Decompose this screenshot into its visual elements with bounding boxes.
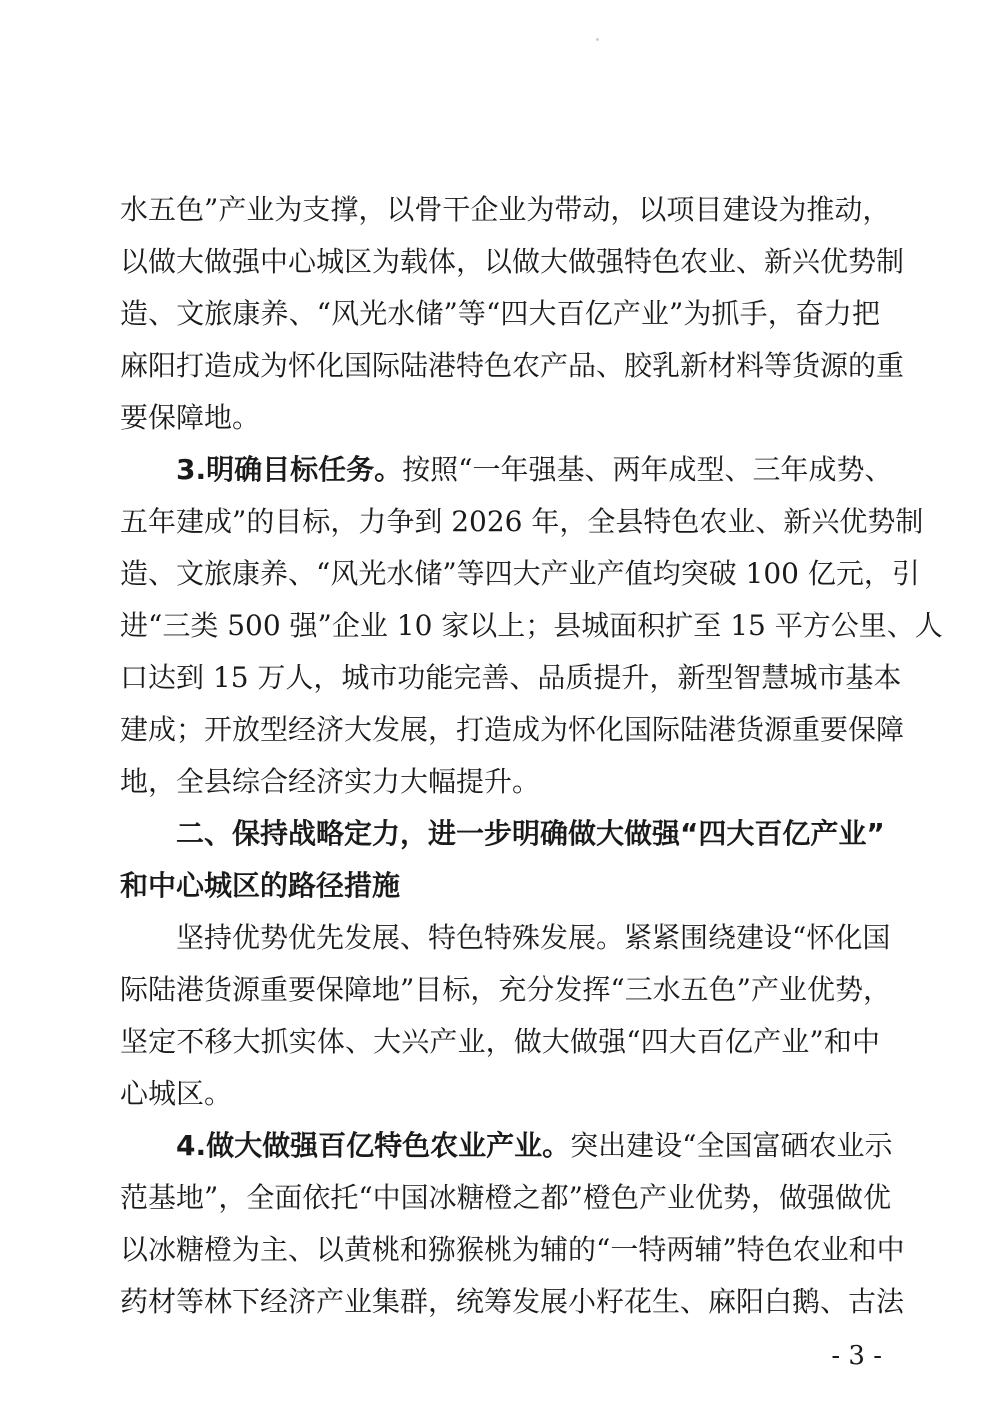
section-4-title: 4.做大做强百亿特色农业产业。 bbox=[176, 1129, 571, 1162]
body-line: 药材等林下经济产业集群，统筹发展小籽花生、麻阳白鹅、古法 bbox=[120, 1285, 905, 1318]
body-line: 坚持优势优先发展、特色特殊发展。紧紧围绕建设“怀化国 bbox=[176, 921, 891, 954]
body-line: 五年建成”的目标，力争到 2026 年，全县特色农业、新兴优势制 bbox=[120, 505, 924, 538]
body-line: 进“三类 500 强”企业 10 家以上；县城面积扩至 15 平方公里、人 bbox=[120, 609, 943, 642]
section-3-title: 3.明确目标任务。 bbox=[176, 453, 403, 486]
body-line: 麻阳打造成为怀化国际陆港特色农产品、胶乳新材料等货源的重 bbox=[120, 349, 905, 382]
section-heading: 和中心城区的路径措施 bbox=[120, 869, 401, 902]
section-4-text: 突出建设“全国富硒农业示 bbox=[570, 1129, 893, 1162]
body-line: 水五色”产业为支撑，以骨干企业为带动，以项目建设为推动， bbox=[120, 193, 891, 226]
section-heading: 二、保持战略定力，进一步明确做大做强“四大百亿产业” bbox=[176, 817, 885, 850]
section-3-text: 按照“一年强基、两年成型、三年成势、 bbox=[402, 453, 893, 486]
body-line: 造、文旅康养、“风光水储”等“四大百亿产业”为抓手，奋力把 bbox=[120, 297, 880, 330]
body-line: 际陆港货源重要保障地”目标，充分发挥“三水五色”产业优势， bbox=[120, 973, 891, 1006]
scan-speck bbox=[596, 38, 599, 41]
page-number: - 3 - bbox=[831, 1341, 882, 1371]
body-line: 以冰糖橙为主、以黄桃和猕猴桃为辅的“一特两辅”特色农业和中 bbox=[120, 1233, 905, 1266]
body-line: 以做大做强中心城区为载体，以做大做强特色农业、新兴优势制 bbox=[120, 245, 905, 278]
body-line: 要保障地。 bbox=[120, 401, 261, 434]
section-4-first-line bbox=[176, 1126, 893, 1166]
section-3-first-line bbox=[176, 450, 893, 490]
body-line: 心城区。 bbox=[120, 1077, 233, 1110]
body-line: 地，全县综合经济实力大幅提升。 bbox=[120, 765, 541, 798]
body-line: 坚定不移大抓实体、大兴产业，做大做强“四大百亿产业”和中 bbox=[120, 1025, 880, 1058]
body-line: 建成；开放型经济大发展，打造成为怀化国际陆港货源重要保障 bbox=[120, 713, 905, 746]
body-line: 范基地”，全面依托“中国冰糖橙之都”橙色产业优势，做强做优 bbox=[120, 1181, 891, 1214]
body-line: 口达到 15 万人，城市功能完善、品质提升，新型智慧城市基本 bbox=[120, 661, 902, 694]
body-line: 造、文旅康养、“风光水储”等四大产业产值均突破 100 亿元，引 bbox=[120, 557, 920, 590]
